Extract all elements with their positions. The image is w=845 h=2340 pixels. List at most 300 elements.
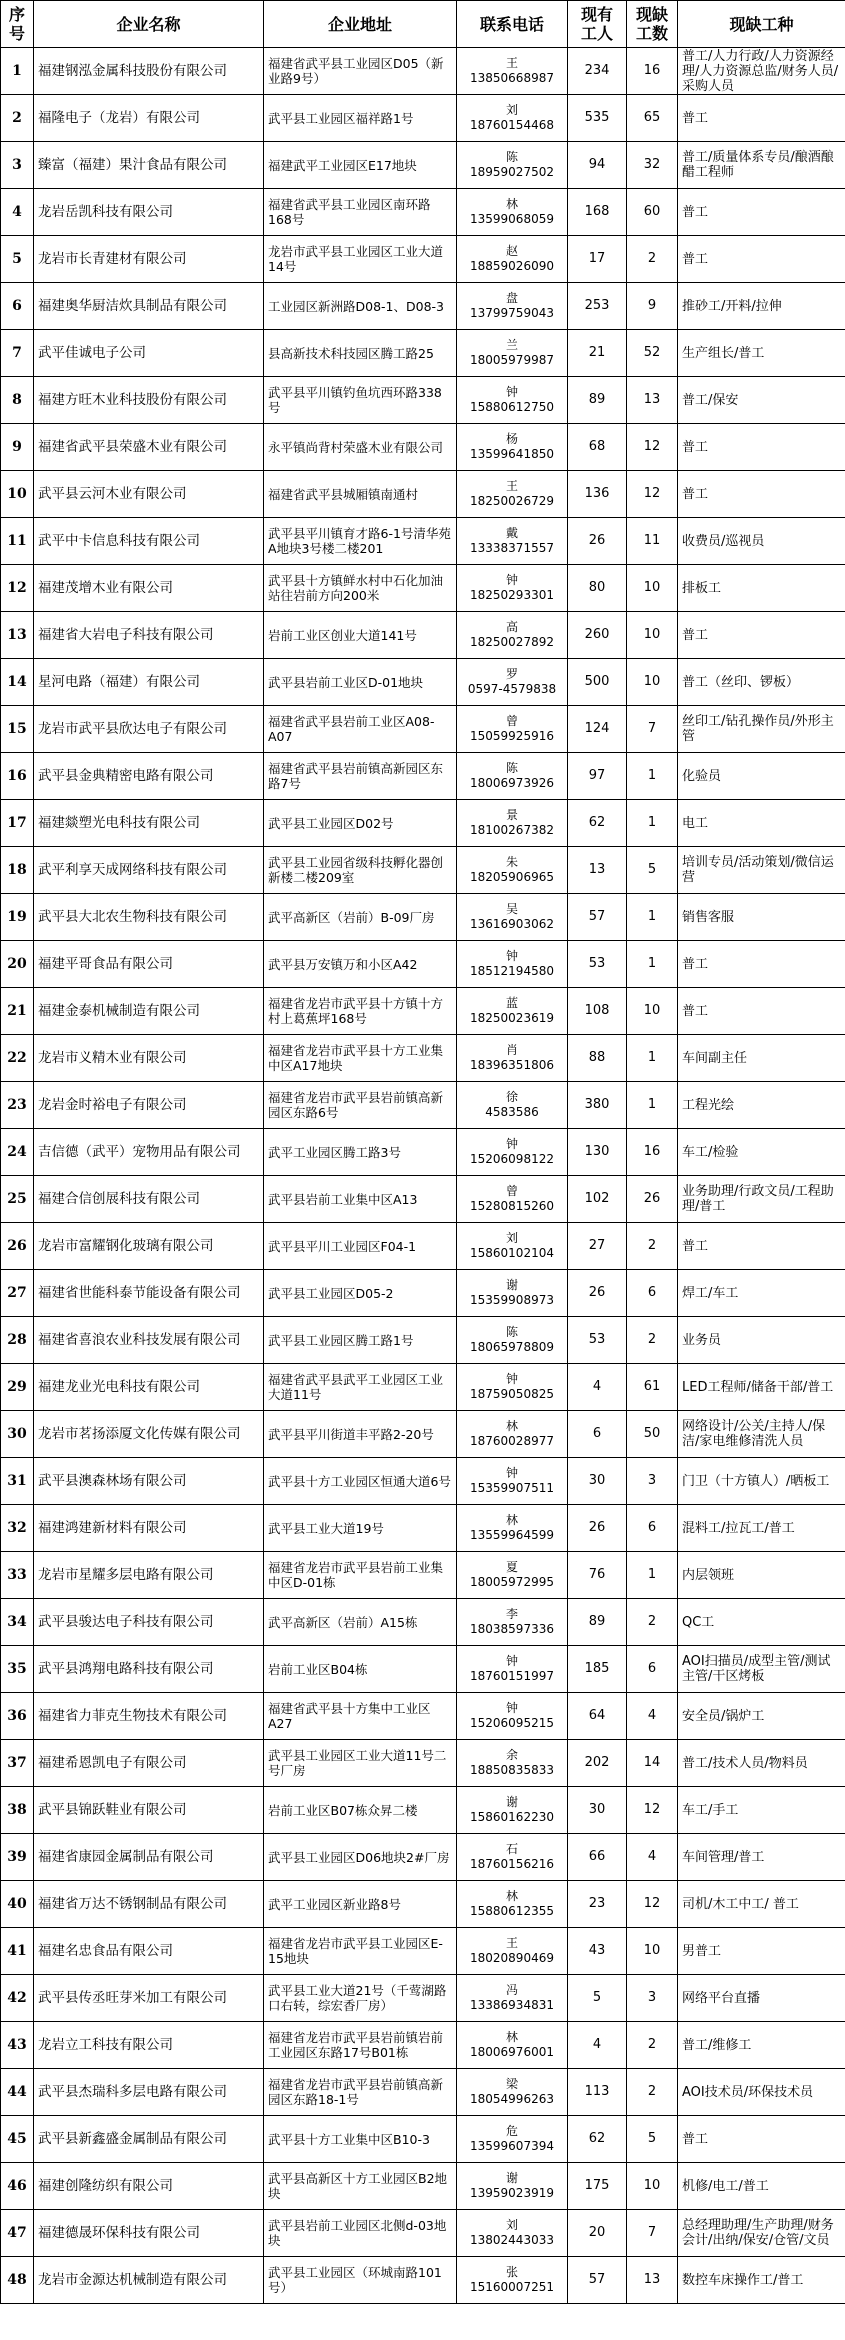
phone-cell: [457, 1223, 568, 1270]
phone-cell: [457, 847, 568, 894]
phone-cell: [457, 236, 568, 283]
company-name-cell: 龙岩市金源达机械制造有限公司: [34, 2257, 264, 2304]
current-workers-cell: 260: [568, 612, 627, 659]
contact-name: 夏: [505, 1560, 518, 1574]
current-workers-cell: 4: [568, 1364, 627, 1411]
current-workers-cell: 89: [568, 377, 627, 424]
seq-cell: 24: [1, 1129, 34, 1176]
company-name-cell: 福隆电子（龙岩）有限公司: [34, 95, 264, 142]
contact-name: 王: [505, 56, 518, 70]
phone-number: 18250027892: [470, 635, 554, 649]
shortage-count-cell: 10: [627, 612, 678, 659]
seq-cell: 10: [1, 471, 34, 518]
seq-cell: 48: [1, 2257, 34, 2304]
company-address-cell: 武平县岩前工业集中区A13: [264, 1176, 457, 1223]
current-workers-cell: 97: [568, 753, 627, 800]
company-name-cell: 武平县杰瑞科多层电路有限公司: [34, 2069, 264, 2116]
current-workers-cell: 26: [568, 1505, 627, 1552]
company-name-cell: 龙岩市武平县欣达电子有限公司: [34, 706, 264, 753]
company-address-cell: 福建省龙岩市武平县岩前镇岩前工业园区东路17号B01栋: [264, 2022, 457, 2069]
company-name-cell: 星河电路（福建）有限公司: [34, 659, 264, 706]
current-workers-cell: 26: [568, 1270, 627, 1317]
contact-name: 张: [505, 2265, 518, 2279]
table-row: [1, 1975, 845, 2022]
phone-cell: [457, 1834, 568, 1881]
table-row: [1, 1693, 845, 1740]
company-name-cell: 武平利享天成网络科技有限公司: [34, 847, 264, 894]
shortage-count-cell: 2: [627, 2022, 678, 2069]
company-name-cell: 福建燚塑光电科技有限公司: [34, 800, 264, 847]
shortage-count-cell: 12: [627, 471, 678, 518]
job-types-cell: 电工: [678, 800, 845, 847]
phone-cell: [457, 1975, 568, 2022]
job-types-cell: 销售客服: [678, 894, 845, 941]
phone-number: 18250026729: [470, 494, 554, 508]
phone-number: 18006976001: [470, 2045, 554, 2059]
table-row: [1, 330, 845, 377]
phone-number: 13799759043: [470, 306, 554, 320]
job-types-cell: 生产组长/普工: [678, 330, 845, 377]
phone-cell: [457, 1317, 568, 1364]
current-workers-cell: 20: [568, 2210, 627, 2257]
current-workers-cell: 234: [568, 48, 627, 95]
table-row: [1, 847, 845, 894]
seq-cell: 19: [1, 894, 34, 941]
table-body: [1, 48, 845, 2304]
contact-name: 罗: [505, 667, 518, 681]
seq-cell: 8: [1, 377, 34, 424]
table-row: [1, 1834, 845, 1881]
job-types-cell: 机修/电工/普工: [678, 2163, 845, 2210]
job-types-cell: QC工: [678, 1599, 845, 1646]
shortage-count-cell: 60: [627, 189, 678, 236]
phone-cell: [457, 189, 568, 236]
company-name-cell: 福建省康园金属制品有限公司: [34, 1834, 264, 1881]
job-types-cell: 普工: [678, 471, 845, 518]
phone-number: 13802443033: [470, 2233, 554, 2247]
current-workers-cell: 62: [568, 2116, 627, 2163]
shortage-count-cell: 16: [627, 48, 678, 95]
header-phone: 联系电话: [457, 1, 568, 48]
seq-cell: 40: [1, 1881, 34, 1928]
company-name-cell: 福建省大岩电子科技有限公司: [34, 612, 264, 659]
phone-cell: [457, 1881, 568, 1928]
seq-cell: 22: [1, 1035, 34, 1082]
phone-number: 15880612750: [470, 400, 554, 414]
phone-cell: [457, 2116, 568, 2163]
header-job-types: 现缺工种: [678, 1, 845, 48]
table-row: [1, 1787, 845, 1834]
phone-cell: [457, 988, 568, 1035]
company-name-cell: 福建希恩凯电子有限公司: [34, 1740, 264, 1787]
company-address-cell: 福建武平工业园区E17地块: [264, 142, 457, 189]
current-workers-cell: 108: [568, 988, 627, 1035]
job-types-cell: 普工/技术人员/物料员: [678, 1740, 845, 1787]
phone-number: 0597-4579838: [467, 682, 557, 696]
company-address-cell: 武平县十方镇鲜水村中石化加油站往岩前方向200米: [264, 565, 457, 612]
header-shortage-count: [627, 1, 678, 48]
phone-cell: [457, 2069, 568, 2116]
phone-cell: [457, 894, 568, 941]
shortage-count-cell: 7: [627, 2210, 678, 2257]
shortage-count-cell: 3: [627, 1458, 678, 1505]
seq-cell: 6: [1, 283, 34, 330]
header-gap-line1: 现缺: [635, 5, 668, 24]
seq-cell: 16: [1, 753, 34, 800]
current-workers-cell: 21: [568, 330, 627, 377]
phone-number: 18760151997: [470, 1669, 554, 1683]
seq-cell: 15: [1, 706, 34, 753]
seq-cell: 11: [1, 518, 34, 565]
phone-number: 18006973926: [470, 776, 554, 790]
table-row: [1, 2116, 845, 2163]
company-address-cell: 武平县平川工业园区F04-1: [264, 1223, 457, 1270]
contact-name: 林: [505, 2030, 518, 2044]
contact-name: 危: [505, 2124, 518, 2138]
phone-number: 13386934831: [470, 1998, 554, 2012]
current-workers-cell: 130: [568, 1129, 627, 1176]
phone-number: 18250023619: [470, 1011, 554, 1025]
contact-name: 王: [505, 479, 518, 493]
seq-cell: 36: [1, 1693, 34, 1740]
current-workers-cell: 102: [568, 1176, 627, 1223]
seq-cell: 17: [1, 800, 34, 847]
shortage-count-cell: 65: [627, 95, 678, 142]
table-row: [1, 2069, 845, 2116]
company-name-cell: 龙岩岳凯科技有限公司: [34, 189, 264, 236]
table-row: [1, 377, 845, 424]
table-row: [1, 1505, 845, 1552]
company-address-cell: 武平县平川镇钓鱼坑西环路338号: [264, 377, 457, 424]
shortage-count-cell: 1: [627, 1552, 678, 1599]
company-name-cell: 福建省力菲克生物技术有限公司: [34, 1693, 264, 1740]
company-address-cell: 永平镇尚背村荣盛木业有限公司: [264, 424, 457, 471]
contact-name: 石: [505, 1842, 518, 1856]
contact-name: 王: [505, 1936, 518, 1950]
company-name-cell: 福建龙业光电科技有限公司: [34, 1364, 264, 1411]
company-address-cell: 福建省龙岩市武平县工业园区E-15地块: [264, 1928, 457, 1975]
contact-name: 林: [505, 197, 518, 211]
seq-cell: 32: [1, 1505, 34, 1552]
current-workers-cell: 136: [568, 471, 627, 518]
phone-cell: [457, 565, 568, 612]
contact-name: 李: [505, 1607, 518, 1621]
seq-cell: 28: [1, 1317, 34, 1364]
shortage-count-cell: 12: [627, 424, 678, 471]
shortage-count-cell: 16: [627, 1129, 678, 1176]
shortage-count-cell: 6: [627, 1646, 678, 1693]
contact-name: 钟: [505, 949, 518, 963]
company-address-cell: 武平县工业园区（环城南路101号）: [264, 2257, 457, 2304]
phone-cell: [457, 1035, 568, 1082]
phone-number: 15059925916: [470, 729, 554, 743]
job-types-cell: 安全员/锅炉工: [678, 1693, 845, 1740]
shortage-count-cell: 14: [627, 1740, 678, 1787]
seq-cell: 44: [1, 2069, 34, 2116]
company-address-cell: 福建省龙岩市武平县岩前镇高新园区东路18-1号: [264, 2069, 457, 2116]
company-address-cell: 福建省龙岩市武平县十方镇十方村上葛蕉坪168号: [264, 988, 457, 1035]
phone-cell: [457, 142, 568, 189]
company-name-cell: 龙岩市茗扬添厦文化传媒有限公司: [34, 1411, 264, 1458]
contact-name: 肖: [505, 1043, 518, 1057]
seq-cell: 30: [1, 1411, 34, 1458]
current-workers-cell: 535: [568, 95, 627, 142]
seq-cell: 45: [1, 2116, 34, 2163]
seq-cell: 25: [1, 1176, 34, 1223]
job-types-cell: 普工: [678, 1223, 845, 1270]
contact-name: 钟: [505, 1372, 518, 1386]
job-types-cell: 普工: [678, 941, 845, 988]
seq-cell: 5: [1, 236, 34, 283]
contact-name: 徐: [505, 1090, 518, 1104]
job-types-cell: 收费员/巡视员: [678, 518, 845, 565]
phone-cell: [457, 1505, 568, 1552]
current-workers-cell: 26: [568, 518, 627, 565]
contact-name: 钟: [505, 573, 518, 587]
contact-name: 钟: [505, 385, 518, 399]
company-name-cell: 武平县金典精密电路有限公司: [34, 753, 264, 800]
seq-cell: 35: [1, 1646, 34, 1693]
seq-cell: 4: [1, 189, 34, 236]
job-types-cell: 司机/木工中工/ 普工: [678, 1881, 845, 1928]
phone-number: 13616903062: [470, 917, 554, 931]
seq-cell: 20: [1, 941, 34, 988]
company-address-cell: 武平县平川镇育才路6-1号清华苑A地块3号楼二楼201: [264, 518, 457, 565]
company-name-cell: 龙岩市长青建材有限公司: [34, 236, 264, 283]
shortage-count-cell: 5: [627, 2116, 678, 2163]
shortage-count-cell: 1: [627, 800, 678, 847]
table-row: [1, 142, 845, 189]
shortage-count-cell: 1: [627, 894, 678, 941]
company-name-cell: 吉信德（武平）宠物用品有限公司: [34, 1129, 264, 1176]
company-name-cell: 武平县锦跃鞋业有限公司: [34, 1787, 264, 1834]
current-workers-cell: 380: [568, 1082, 627, 1129]
job-types-cell: 普工: [678, 95, 845, 142]
seq-cell: 14: [1, 659, 34, 706]
phone-cell: [457, 471, 568, 518]
phone-number: 15359908973: [470, 1293, 554, 1307]
table-row: [1, 941, 845, 988]
table-row: [1, 2210, 845, 2257]
table-row: [1, 800, 845, 847]
company-name-cell: 福建奥华厨洁炊具制品有限公司: [34, 283, 264, 330]
seq-cell: 9: [1, 424, 34, 471]
shortage-count-cell: 13: [627, 377, 678, 424]
company-name-cell: 武平县骏达电子科技有限公司: [34, 1599, 264, 1646]
table-row: [1, 1646, 845, 1693]
phone-number: 4583586: [485, 1105, 539, 1119]
seq-cell: 42: [1, 1975, 34, 2022]
job-types-cell: 总经理助理/生产助理/财务会计/出纳/保安/仓管/文员: [678, 2210, 845, 2257]
phone-number: 18850835833: [470, 1763, 554, 1777]
company-address-cell: 福建省武平县十方集中工业区A27: [264, 1693, 457, 1740]
phone-number: 18760154468: [470, 118, 554, 132]
job-types-cell: 普工: [678, 424, 845, 471]
table-row: [1, 1881, 845, 1928]
seq-cell: 37: [1, 1740, 34, 1787]
company-address-cell: 福建省龙岩市武平县十方工业集中区A17地块: [264, 1035, 457, 1082]
seq-cell: 31: [1, 1458, 34, 1505]
current-workers-cell: 168: [568, 189, 627, 236]
job-types-cell: 普工: [678, 2116, 845, 2163]
company-name-cell: 福建鸿建新材料有限公司: [34, 1505, 264, 1552]
header-company-name: 企业名称: [34, 1, 264, 48]
contact-name: 朱: [505, 855, 518, 869]
company-address-cell: 岩前工业区B04栋: [264, 1646, 457, 1693]
seq-cell: 41: [1, 1928, 34, 1975]
table-row: [1, 1035, 845, 1082]
contact-name: 陈: [505, 1325, 518, 1339]
phone-cell: [457, 1458, 568, 1505]
seq-cell: 26: [1, 1223, 34, 1270]
shortage-count-cell: 4: [627, 1693, 678, 1740]
company-address-cell: 福建省武平县岩前镇高新园区东路7号: [264, 753, 457, 800]
table-row: [1, 1364, 845, 1411]
seq-cell: 3: [1, 142, 34, 189]
shortage-count-cell: 10: [627, 988, 678, 1035]
seq-cell: 13: [1, 612, 34, 659]
current-workers-cell: 80: [568, 565, 627, 612]
company-address-cell: 县高新技术科技园区腾工路25: [264, 330, 457, 377]
seq-cell: 7: [1, 330, 34, 377]
job-types-cell: 工程光绘: [678, 1082, 845, 1129]
current-workers-cell: 27: [568, 1223, 627, 1270]
shortage-count-cell: 11: [627, 518, 678, 565]
table-row: [1, 283, 845, 330]
shortage-count-cell: 6: [627, 1270, 678, 1317]
current-workers-cell: 76: [568, 1552, 627, 1599]
job-types-cell: 普工: [678, 988, 845, 1035]
company-name-cell: 龙岩立工科技有限公司: [34, 2022, 264, 2069]
contact-name: 冯: [505, 1983, 518, 1997]
seq-cell: 47: [1, 2210, 34, 2257]
table-row: [1, 1552, 845, 1599]
table-row: [1, 1176, 845, 1223]
contact-name: 戴: [505, 526, 518, 540]
phone-number: 15860162230: [470, 1810, 554, 1824]
job-types-cell: 普工: [678, 189, 845, 236]
current-workers-cell: 4: [568, 2022, 627, 2069]
job-types-cell: LED工程师/储备干部/普工: [678, 1364, 845, 1411]
company-name-cell: 武平县鸿翔电路科技有限公司: [34, 1646, 264, 1693]
company-address-cell: 武平县岩前工业园区北侧d-03地块: [264, 2210, 457, 2257]
job-types-cell: 推砂工/开料/拉伸: [678, 283, 845, 330]
current-workers-cell: 53: [568, 941, 627, 988]
job-types-cell: 普工（丝印、锣板）: [678, 659, 845, 706]
current-workers-cell: 500: [568, 659, 627, 706]
table-row: [1, 1928, 845, 1975]
phone-cell: [457, 1082, 568, 1129]
current-workers-cell: 17: [568, 236, 627, 283]
table-row: [1, 1270, 845, 1317]
phone-number: 18100267382: [470, 823, 554, 837]
company-name-cell: 福建合信创展科技有限公司: [34, 1176, 264, 1223]
company-address-cell: 武平高新区（岩前）A15栋: [264, 1599, 457, 1646]
phone-number: 18065978809: [470, 1340, 554, 1354]
shortage-count-cell: 10: [627, 1928, 678, 1975]
job-types-cell: 普工/人力行政/人力资源经理/人力资源总监/财务人员/采购人员: [678, 48, 845, 95]
job-types-cell: 焊工/车工: [678, 1270, 845, 1317]
phone-cell: [457, 1552, 568, 1599]
contact-name: 谢: [505, 1795, 518, 1809]
current-workers-cell: 6: [568, 1411, 627, 1458]
seq-cell: 12: [1, 565, 34, 612]
job-types-cell: AOI技术员/环保技术员: [678, 2069, 845, 2116]
current-workers-cell: 5: [568, 1975, 627, 2022]
company-name-cell: 武平县大北农生物科技有限公司: [34, 894, 264, 941]
job-types-cell: 门卫（十方镇人）/晒板工: [678, 1458, 845, 1505]
company-address-cell: 福建省武平县工业园区南环路168号: [264, 189, 457, 236]
job-types-cell: 业务员: [678, 1317, 845, 1364]
seq-cell: 29: [1, 1364, 34, 1411]
phone-number: 18760156216: [470, 1857, 554, 1871]
phone-number: 18054996263: [470, 2092, 554, 2106]
company-name-cell: 武平中卡信息科技有限公司: [34, 518, 264, 565]
seq-cell: 43: [1, 2022, 34, 2069]
job-types-cell: 车间管理/普工: [678, 1834, 845, 1881]
current-workers-cell: 113: [568, 2069, 627, 2116]
company-address-cell: 福建省龙岩市武平县岩前镇高新园区东路6号: [264, 1082, 457, 1129]
company-name-cell: 龙岩金时裕电子有限公司: [34, 1082, 264, 1129]
table-row: [1, 2163, 845, 2210]
shortage-count-cell: 4: [627, 1834, 678, 1881]
phone-number: 13599641850: [470, 447, 554, 461]
phone-number: 18038597336: [470, 1622, 554, 1636]
current-workers-cell: 53: [568, 1317, 627, 1364]
company-address-cell: 龙岩市武平县工业园区工业大道14号: [264, 236, 457, 283]
contact-name: 谢: [505, 2171, 518, 2185]
job-types-cell: 网络设计/公关/主持人/保洁/家电维修清洗人员: [678, 1411, 845, 1458]
phone-cell: [457, 1693, 568, 1740]
phone-cell: [457, 1176, 568, 1223]
job-types-cell: 车工/手工: [678, 1787, 845, 1834]
company-name-cell: 龙岩市星耀多层电路有限公司: [34, 1552, 264, 1599]
current-workers-cell: 57: [568, 894, 627, 941]
current-workers-cell: 68: [568, 424, 627, 471]
company-name-cell: 龙岩市富耀钢化玻璃有限公司: [34, 1223, 264, 1270]
phone-number: 18020890469: [470, 1951, 554, 1965]
company-name-cell: 福建平哥食品有限公司: [34, 941, 264, 988]
table-row: [1, 753, 845, 800]
job-types-cell: 混料工/拉瓦工/普工: [678, 1505, 845, 1552]
header-gap-line2: 工数: [635, 24, 668, 43]
phone-cell: [457, 1740, 568, 1787]
company-address-cell: 武平工业园区新业路8号: [264, 1881, 457, 1928]
phone-cell: [457, 424, 568, 471]
phone-cell: [457, 753, 568, 800]
job-types-cell: 化验员: [678, 753, 845, 800]
table-header: [1, 1, 845, 48]
company-name-cell: 福建省世能科泰节能设备有限公司: [34, 1270, 264, 1317]
job-types-cell: 内层领班: [678, 1552, 845, 1599]
current-workers-cell: 57: [568, 2257, 627, 2304]
company-name-cell: 福建德晟环保科技有限公司: [34, 2210, 264, 2257]
job-types-cell: AOI扫描员/成型主管/测试主管/干区烤板: [678, 1646, 845, 1693]
company-name-cell: 福建省武平县荣盛木业有限公司: [34, 424, 264, 471]
company-name-cell: 武平县云河木业有限公司: [34, 471, 264, 518]
company-address-cell: 福建省武平县武平工业园区工业大道11号: [264, 1364, 457, 1411]
contact-name: 林: [505, 1419, 518, 1433]
phone-number: 15160007251: [470, 2280, 554, 2294]
table-row: [1, 95, 845, 142]
job-types-cell: 普工/保安: [678, 377, 845, 424]
seq-cell: 27: [1, 1270, 34, 1317]
contact-name: 梁: [505, 2077, 518, 2091]
table-row: [1, 1223, 845, 1270]
current-workers-cell: 13: [568, 847, 627, 894]
contact-name: 曾: [505, 714, 518, 728]
shortage-count-cell: 2: [627, 1317, 678, 1364]
